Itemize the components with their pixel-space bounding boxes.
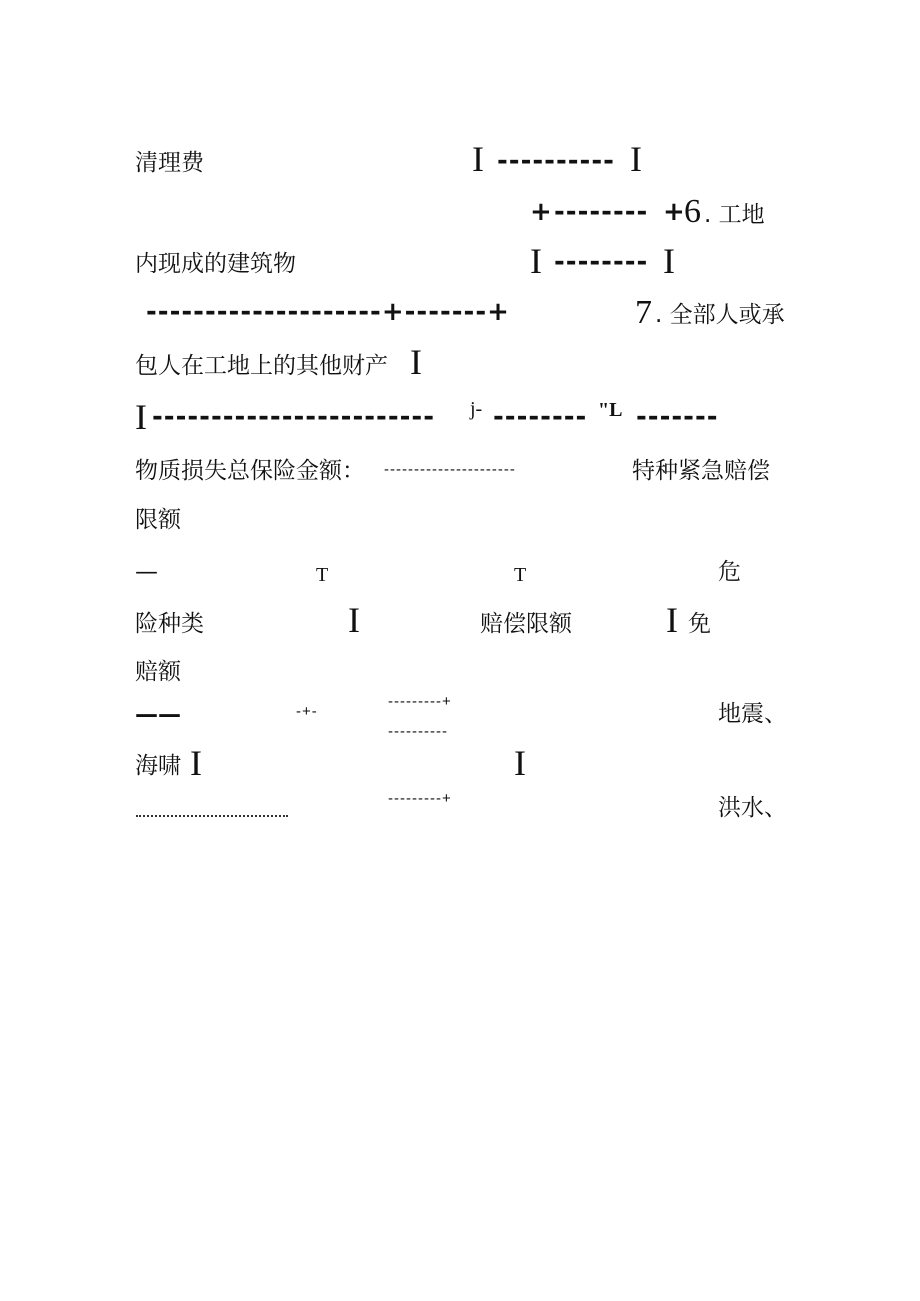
table-border-bar: I — [135, 397, 147, 437]
item-number: 6 — [684, 193, 701, 230]
table-border-dashes: ---------+ — [388, 790, 452, 807]
risk-type-label-part: 危 — [718, 559, 741, 585]
table-border-plus: + — [530, 197, 553, 227]
table-border-bar: I — [530, 241, 542, 281]
table-border-tee: T — [316, 564, 329, 586]
table-border-bar: I — [514, 743, 526, 783]
table-border-bar: I — [666, 600, 678, 640]
compensation-limit-header: 赔偿限额 — [480, 611, 572, 637]
table-border-dashes: ---------- — [388, 723, 448, 740]
deductible-header: 赔额 — [135, 659, 181, 685]
table-border-bar: I — [410, 342, 422, 382]
row-site-label: . 工地 — [704, 202, 765, 228]
deductible-header-part: 免 — [688, 611, 711, 637]
row-owner-contractor-label: . 全部人或承 — [655, 302, 785, 328]
table-border-dashes: ------------------------ — [152, 402, 435, 432]
table-border-dashes: ---------+ — [388, 693, 452, 710]
row-clearing-fee-label: 清理费 — [135, 150, 204, 176]
row-other-property-label: 包人在工地上的其他财产 — [135, 353, 388, 379]
table-border-dashes: -------- — [493, 402, 588, 432]
table-border-bar: I — [190, 743, 202, 783]
table-border-bar: I — [663, 241, 675, 281]
earthquake-label: 地震、 — [718, 701, 787, 727]
table-border-bar: I — [472, 139, 484, 179]
special-emergency-compensation-label: 特种紧急赔偿 — [632, 458, 770, 484]
table-border-dotted-line — [136, 815, 288, 817]
table-border-dash: — — [135, 559, 158, 585]
table-border-dashes: -------- — [554, 197, 649, 227]
table-border-tee: T — [514, 564, 527, 586]
table-border-plus: + — [663, 197, 686, 227]
table-border-junction: "L — [598, 399, 623, 421]
item-number: 7 — [635, 294, 652, 331]
table-border-junction: j- — [470, 398, 483, 420]
flood-label: 洪水、 — [718, 795, 787, 821]
limit-label: 限额 — [135, 507, 181, 533]
tsunami-label: 海啸 — [135, 753, 181, 779]
table-border-dashes: -------- — [554, 247, 649, 277]
table-border-dashes: ---------- — [497, 146, 615, 176]
total-insured-amount-label: 物质损失总保险金额： — [135, 458, 365, 484]
table-border-dash: —— — [135, 702, 181, 728]
table-border-dashes: ------- — [636, 402, 719, 432]
risk-type-label: 险种类 — [135, 611, 204, 637]
table-border-dashes: ---------------------- — [384, 461, 516, 478]
table-border-bar: I — [348, 600, 360, 640]
table-border-dashes: --------------------+-------+ — [146, 297, 510, 327]
table-border-bar: I — [630, 139, 642, 179]
table-border-junction: -+- — [296, 703, 318, 720]
row-existing-buildings-label: 内现成的建筑物 — [135, 251, 296, 277]
